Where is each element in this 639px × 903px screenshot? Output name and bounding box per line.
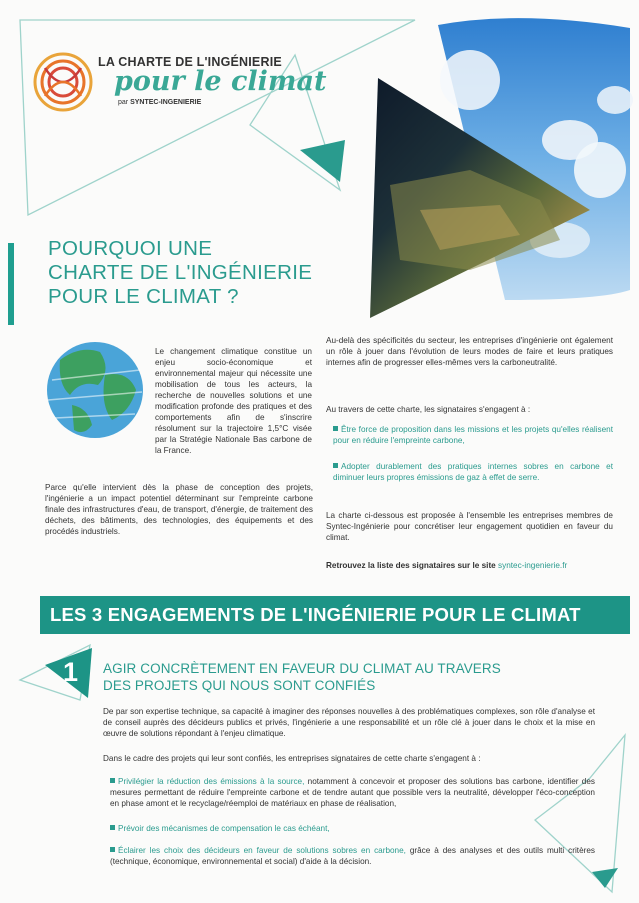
engagement-title-line: DES PROJETS QUI NOUS SONT CONFIÉS bbox=[103, 678, 376, 693]
bullet-text: Adopter durablement des pratiques internes sobres en carbone et diminuer leurs propres émissions de gaz à effet de serre. bbox=[333, 462, 613, 482]
ingenierie-paragraph: Parce qu'elle intervient dès la phase de conception des projets, l'ingénierie a un impact potentiel déterminant sur l'empreinte carbone finale des infrastructures d'eau, de transport, d'énergie, de traitement des déchets, des bâtiments, des technologies, des équipements et des procédés industriels. bbox=[45, 483, 313, 536]
bullet-square-icon bbox=[110, 778, 115, 783]
commitment-intro: Au travers de cette charte, les signataires s'engagent à : bbox=[326, 405, 531, 414]
bullet-square-icon bbox=[110, 847, 115, 852]
bullet-lead: Prévoir des mécanismes de compensation le cas échéant, bbox=[118, 824, 330, 833]
brand-title: LA CHARTE DE L'INGÉNIERIE bbox=[98, 55, 282, 69]
bullet-rest: notamment à concevoir et proposer des solutions bas carbone, identifier des mesures permettant de réduire l'empreinte carbone et de tendre autant que possible vers la neutralité, développer l'éco-conception en phase amont et le recyclage/réemploi de matériaux en phase de réalisation, bbox=[110, 777, 595, 808]
section-title-line: POUR LE CLIMAT ? bbox=[48, 285, 239, 308]
engagement-bullet bbox=[110, 776, 595, 809]
publisher-name: SYNTEC-INGENIERIE bbox=[130, 99, 202, 106]
climate-logo-icon bbox=[35, 54, 91, 110]
bullet-text: Être force de proposition dans les missions et les projets qu'elles réalisent pour en réduire l'empreinte carbone, bbox=[333, 425, 613, 445]
brand-tagline: pour le climat bbox=[114, 66, 327, 97]
charter-paragraph: La charte ci-dessous est proposée à l'ensemble les entreprises membres de Syntec-Ingénierie pour concrétiser leur engagement quotidien en faveur du climat. bbox=[326, 511, 613, 542]
engagement-bullet bbox=[110, 823, 595, 834]
section-title bbox=[48, 237, 348, 309]
section-title-line: CHARTE DE L'INGÉNIERIE bbox=[48, 261, 313, 284]
title-accent-bar bbox=[8, 243, 14, 325]
engagement-title-line: AGIR CONCRÈTEMENT EN FAVEUR DU CLIMAT AU TRAVERS bbox=[103, 661, 501, 676]
section-title-line: POURQUOI UNE bbox=[48, 237, 213, 260]
engagement-intro: Dans le cadre des projets qui leur sont confiés, les entreprises signataires de cette charte s'engagent à : bbox=[103, 754, 481, 763]
bullet-lead: Éclairer les choix des décideurs en faveur de solutions sobres en carbone, bbox=[118, 846, 406, 855]
signatories-text: Retrouvez la liste des signataires sur le site bbox=[326, 561, 496, 570]
bullet-lead: Privilégier la réduction des émissions à la source, bbox=[118, 777, 305, 786]
signatories-link[interactable]: syntec-ingenierie.fr bbox=[498, 561, 568, 570]
globe-icon bbox=[47, 342, 143, 438]
engagements-banner bbox=[40, 596, 630, 634]
engagement-title bbox=[103, 660, 543, 694]
banner-title: LES 3 ENGAGEMENTS DE L'INGÉNIERIE POUR LE CLIMAT bbox=[50, 604, 581, 625]
signatories-line bbox=[326, 560, 616, 571]
engagement-paragraph: De par son expertise technique, sa capacité à imaginer des réponses nouvelles à des problématiques complexes, son rôle d'analyse et de conseil auprès des décideurs publics et privés, l'ingénierie a une responsabilité et un rôle clé à jouer dans le choix et la mise en œuvre de solutions répondant à l'enjeu climatique. bbox=[103, 707, 595, 738]
bullet-square-icon bbox=[110, 825, 115, 830]
sector-paragraph: Au-delà des spécificités du secteur, les entreprises d'ingénierie ont également un rôle à jouer dans l'évolution de leurs modes de faire et leurs pratiques internes afin de progresser elles-mêmes vers la carboneutralité. bbox=[326, 336, 613, 367]
bullet-rest: grâce à des analyses et des outils multi critères (technique, économique, environnemental et social) d'aide à la décision. bbox=[110, 846, 595, 866]
publisher-prefix: par bbox=[118, 99, 129, 106]
bullet-square-icon bbox=[333, 426, 338, 431]
intro-paragraph: Le changement climatique constitue un enjeu socio-économique et environnemental majeur qui nécessite une mobilisation de tous les acteurs, la recherche de nouvelles solutions et une modification profonde des pratiques et des comportements afin de s'inscrire résolument sur la trajectoire 1,5°C visée par la Stratégie Nationale Bas carbone de la France. bbox=[155, 347, 312, 455]
engagement-bullet bbox=[110, 845, 595, 867]
bullet-square-icon bbox=[333, 463, 338, 468]
commitment-bullet bbox=[333, 424, 613, 446]
brand-publisher bbox=[118, 99, 201, 106]
commitment-bullet bbox=[333, 461, 613, 483]
engagement-number: 1 bbox=[63, 657, 79, 687]
